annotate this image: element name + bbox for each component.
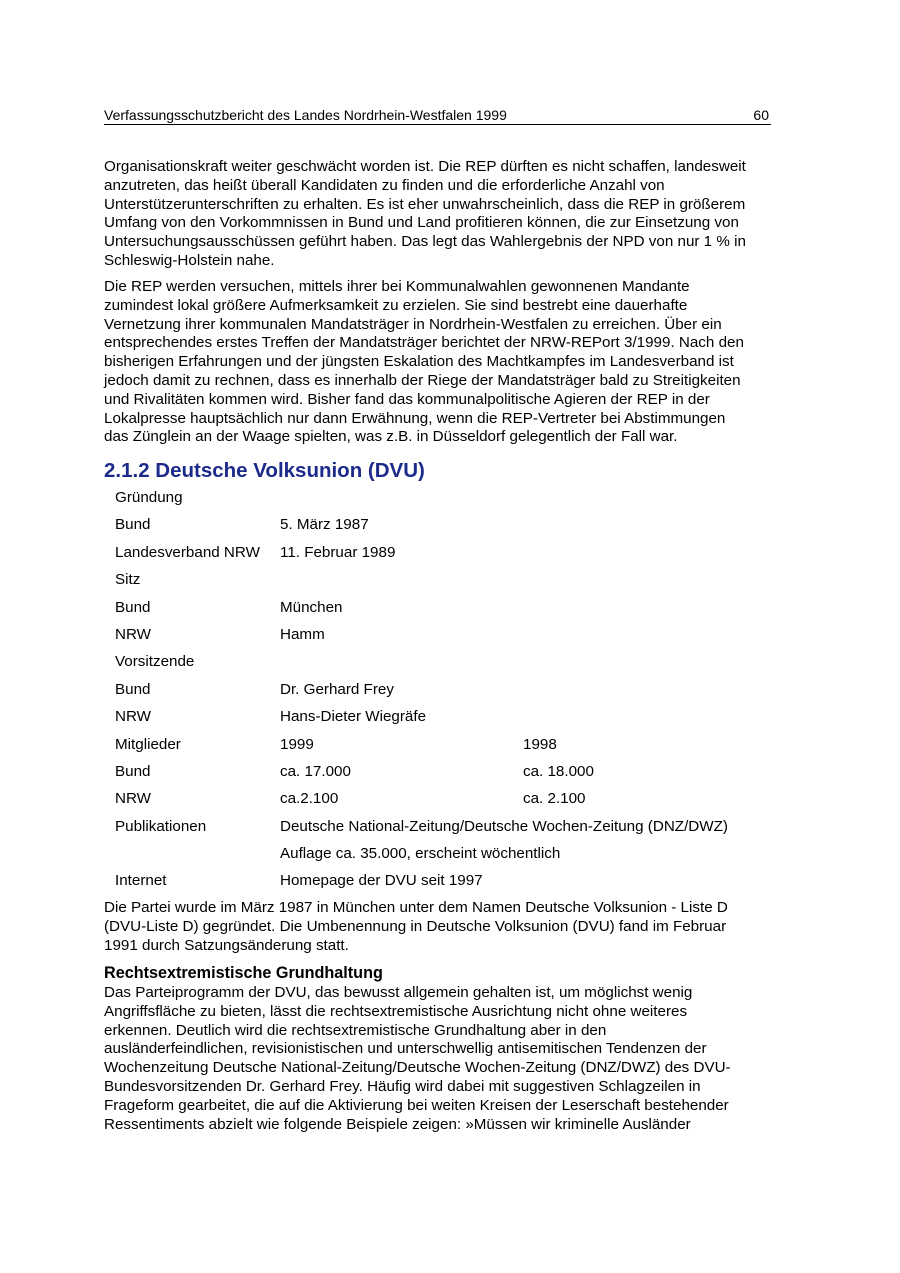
facts-value: Hans-Dieter Wiegräfe — [280, 708, 427, 726]
text-line: Bundesvorsitzenden Dr. Gerhard Frey. Häufig wird dabei mit suggestiven Schlagzeilen in — [104, 1077, 701, 1095]
text-line: Angriffsfläche zu bieten, lässt die rechtsextremistische Ausrichtung nicht ohne weiteres — [104, 1002, 688, 1020]
facts-label: Landesverband NRW — [115, 543, 260, 561]
facts-value: Auflage ca. 35.000, erscheint wöchentlich — [280, 845, 561, 863]
facts-value-2: ca. 2.100 — [523, 790, 586, 808]
text-line: anzutreten, das heißt überall Kandidaten zu finden und die erforderliche Anzahl von — [104, 176, 665, 194]
text-line: Unterstützerunterschriften zu erhalten. Es ist eher unwahrscheinlich, dass die REP in größerem — [104, 195, 746, 213]
section-title: 2.1.2 Deutsche Volksunion (DVU) — [104, 459, 425, 482]
text-line: jedoch damit zu rechnen, dass es innerhalb der Riege der Mandatsträger bald zu Streitigkeiten — [104, 371, 741, 389]
text-line: Lokalpresse hauptsächlich nur dann Erwähnung, wenn die REP-Vertreter bei Abstimmungen — [104, 409, 726, 427]
facts-value-2: ca. 18.000 — [523, 762, 594, 780]
facts-label: Gründung — [115, 489, 183, 506]
page-header — [104, 107, 771, 125]
header-title: Verfassungsschutzbericht des Landes Nordrhein-Westfalen 1999 — [104, 107, 507, 123]
text-line: Frageform gearbeitet, die auf die Aktivierung bei weiten Kreisen der Leserschaft bestehender — [104, 1096, 729, 1114]
facts-value: Homepage der DVU seit 1997 — [280, 872, 483, 890]
paragraph-3 — [104, 899, 728, 955]
facts-value: Hamm — [280, 625, 325, 643]
text-line: das Zünglein an der Waage spielten, was z.B. in Düsseldorf gelegentlich der Fall war. — [104, 428, 678, 446]
text-line: Schleswig-Holstein nahe. — [104, 251, 275, 269]
facts-value: ca.2.100 — [280, 790, 339, 808]
facts-value: ca. 17.000 — [280, 762, 351, 780]
facts-label: NRW — [115, 790, 151, 808]
text-line: Die REP werden versuchen, mittels ihrer bei Kommunalwahlen gewonnenen Mandante — [104, 278, 690, 295]
facts-label: Bund — [115, 680, 151, 698]
text-line: Organisationskraft weiter geschwächt worden ist. Die REP dürften es nicht schaffen, landesweit — [104, 158, 746, 175]
paragraph-2 — [104, 278, 744, 447]
facts-label: Publikationen — [115, 817, 207, 835]
paragraph-1 — [104, 158, 746, 271]
text-line: Das Parteiprogramm der DVU, das bewusst allgemein gehalten ist, um möglichst wenig — [104, 984, 693, 1001]
text-line: erkennen. Deutlich wird die rechtsextremistische Grundhaltung aber in den — [104, 1021, 607, 1039]
text-line: ausländerfeindlichen, revisionistischen und unterschwellig antisemitischen Tendenzen der — [104, 1040, 707, 1058]
text-line: Vernetzung ihrer kommunalen Mandatsträger in Nordrhein-Westfalen zu erreichen. Über ein — [104, 315, 722, 333]
facts-label: Bund — [115, 516, 151, 534]
facts-value: 11. Februar 1989 — [280, 543, 396, 561]
facts-label: Internet — [115, 872, 167, 890]
text-line: 1991 durch Satzungsänderung statt. — [104, 936, 349, 954]
facts-value: 5. März 1987 — [280, 516, 369, 534]
facts-label: Bund — [115, 598, 151, 616]
subheading: Rechtsextremistische Grundhaltung — [104, 964, 383, 982]
text-line: entsprechendes erstes Treffen der Mandatsträger berichtet der NRW-REPort 3/1999. Nach den — [104, 334, 744, 352]
facts-value: Deutsche National-Zeitung/Deutsche Wochen-Zeitung (DNZ/DWZ) — [280, 817, 728, 835]
text-line: Die Partei wurde im März 1987 in München unter dem Namen Deutsche Volksunion - Liste D — [104, 899, 728, 916]
text-line: (DVU-Liste D) gegründet. Die Umbenennung in Deutsche Volksunion (DVU) fand im Februar — [104, 917, 727, 935]
facts-value: Dr. Gerhard Frey — [280, 680, 394, 698]
facts-label: NRW — [115, 708, 151, 726]
text-line: zumindest lokal größere Aufmerksamkeit zu erzielen. Sie sind bestrebt eine dauerhafte — [104, 296, 688, 314]
facts-value-2: 1998 — [523, 735, 557, 753]
facts-value: München — [280, 598, 343, 616]
text-line: bisherigen Erfahrungen und der jüngsten Eskalation des Machtkampfes im Landesverband ist — [104, 353, 734, 371]
text-line: Wochenzeitung Deutsche National-Zeitung/Deutsche Wochen-Zeitung (DNZ/DWZ) des DVU- — [104, 1059, 731, 1077]
text-line: Umfang von den Vorkommnissen in Bund und Land profitieren können, die zur Einsetzung von — [104, 214, 739, 232]
facts-label: NRW — [115, 625, 151, 643]
text-line: und Rivalitäten kommen wird. Bisher fand das kommunalpolitische Agieren der REP in der — [104, 390, 710, 408]
text-line: Untersuchungsausschüssen geführt haben. Das legt das Wahlergebnis der NPD von nur 1 % in — [104, 233, 746, 251]
facts-label: Mitglieder — [115, 735, 181, 753]
facts-label: Vorsitzende — [115, 653, 195, 671]
facts-label: Sitz — [115, 571, 141, 589]
facts-label: Bund — [115, 762, 151, 780]
facts-value: 1999 — [280, 735, 314, 753]
page-number: 60 — [753, 107, 769, 123]
text-line: Ressentiments abzielt wie folgende Beispiele zeigen: »Müssen wir kriminelle Ausländer — [104, 1115, 691, 1133]
paragraph-4 — [104, 984, 731, 1134]
